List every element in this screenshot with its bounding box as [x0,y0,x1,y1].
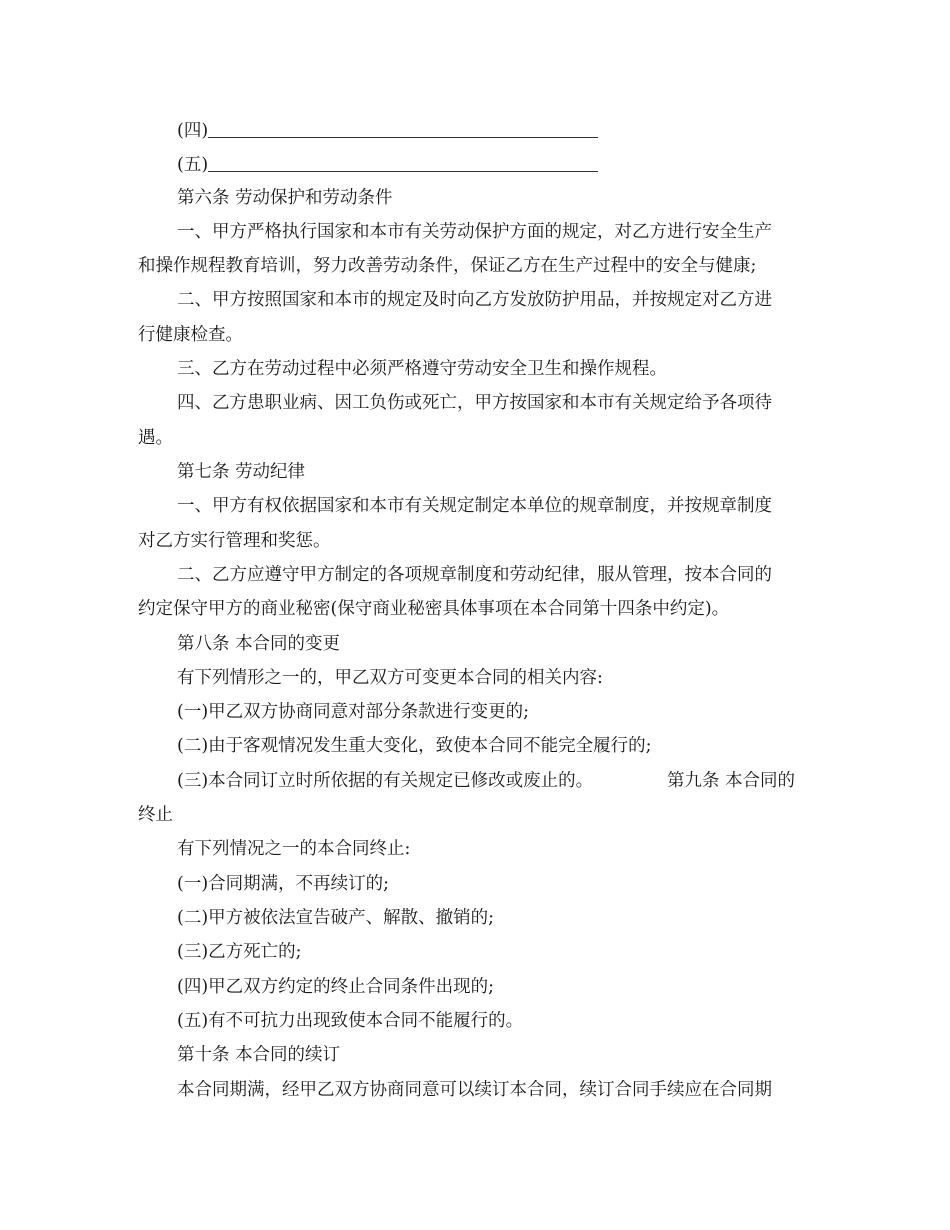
blank-item-label: (五) [177,155,209,175]
list-item: (二)由于客观情况发生重大变化，致使本合同不能完全履行的; [177,736,652,756]
article-heading: 第七条 劳动纪律 [177,462,306,482]
list-item: (一)甲乙双方协商同意对部分条款进行变更的; [177,702,530,722]
list-item: (三)本合同订立时所依据的有关规定已修改或废止的。 第九条 本合同的 [0,766,950,796]
paragraph-line: 和操作规程教育培训，努力改善劳动条件，保证乙方在生产过程中的安全与健康; [138,256,757,276]
paragraph-line: 有下列情况之一的本合同终止: [177,839,411,859]
paragraph-line: 有下列情形之一的，甲乙双方可变更本合同的相关内容: [177,668,603,688]
paragraph-line: 二、乙方应遵守甲方制定的各项规章制度和劳动纪律，服从管理，按本合同的 [177,565,772,585]
article-heading: 第八条 本合同的变更 [177,634,341,654]
paragraph-line: 三、乙方在劳动过程中必须严格遵守劳动安全卫生和操作规程。 [177,359,667,379]
paragraph-line: 对乙方实行管理和奖惩。 [138,531,331,551]
article-heading: 第十条 本合同的续订 [177,1045,341,1065]
article-heading: 第六条 劳动保护和劳动条件 [177,188,393,208]
paragraph-line: 约定保守甲方的商业秘密(保守商业秘密具体事项在本合同第十四条中约定)。 [138,599,730,619]
paragraph-line: 四、乙方患职业病、因工负伤或死亡，甲方按国家和本市有关规定给予各项待 [177,393,772,413]
list-item: (三)乙方死亡的; [177,942,302,962]
list-item: (五)有不可抗力出现致使本合同不能履行的。 [177,1011,524,1031]
paragraph-line: 本合同期满，经甲乙双方协商同意可以续订本合同，续订合同手续应在合同期 [177,1080,772,1100]
paragraph-line: 遇。 [138,428,173,448]
paragraph-line: 二、甲方按照国家和本市的规定及时向乙方发放防护用品，并按规定对乙方进 [177,290,772,310]
paragraph-line: 行健康检查。 [138,325,243,345]
list-item: (四)甲乙双方约定的终止合同条件出现的; [177,977,495,997]
fill-in-blank [208,117,598,138]
blank-line-5 [0,150,950,180]
list-item: (二)甲方被依法宣告破产、解散、撤销的; [177,908,495,928]
blank-line-4 [0,116,950,146]
paragraph-line: 一、甲方严格执行国家和本市有关劳动保护方面的规定，对乙方进行安全生产 [177,222,772,242]
fill-in-blank [208,151,598,172]
list-item: (一)合同期满，不再续订的; [177,874,390,894]
paragraph-line: 终止 [138,805,173,825]
article-heading-inline: 第九条 本合同的 [667,771,796,791]
blank-item-label: (四) [177,121,209,141]
paragraph-line: 一、甲方有权依据国家和本市有关规定制定本单位的规章制度，并按规章制度 [177,496,772,516]
